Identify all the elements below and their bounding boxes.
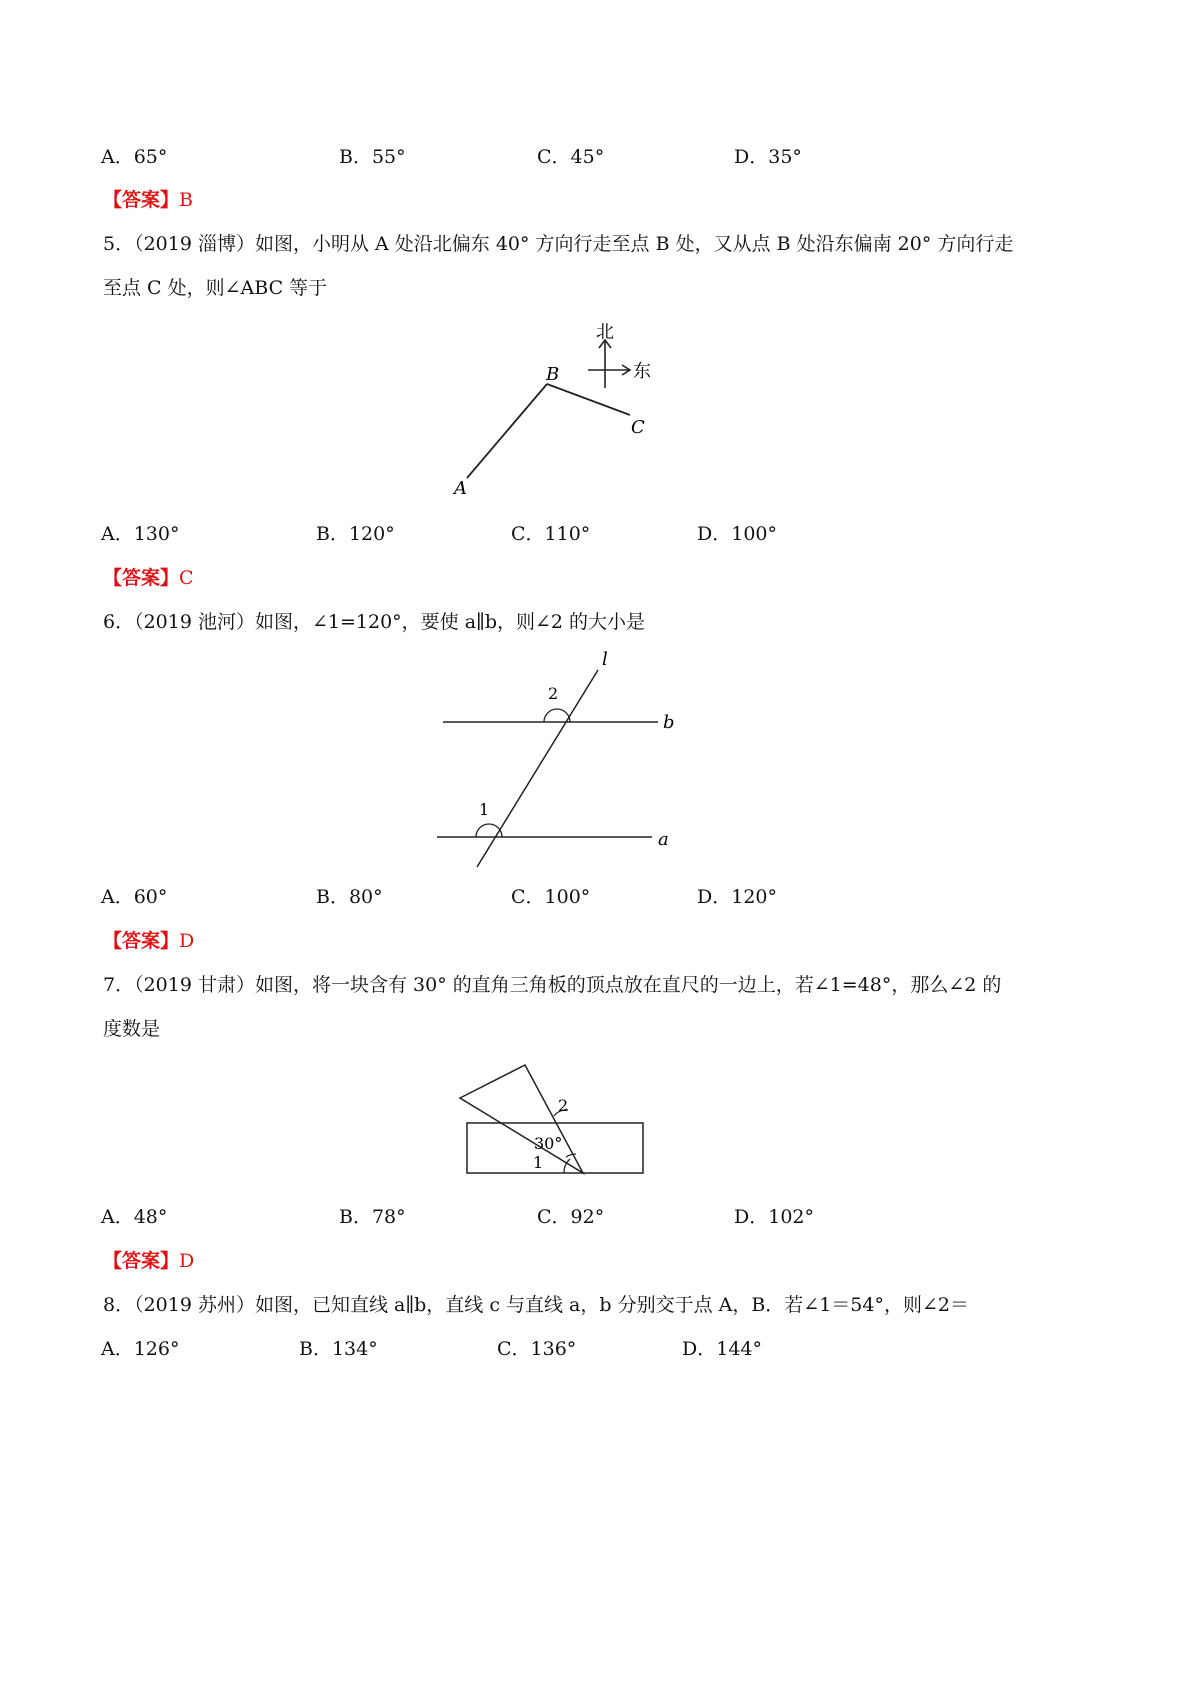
angle-2-label: 2 [548, 684, 559, 703]
q8-text-line1: 8．（2019 苏州）如图，已知直线 a∥b，直线 c 与直线 a，b 分别交于点 A，B．若∠1＝54°，则∠2＝ [103, 1294, 969, 1316]
q6-option-b: B．80° [316, 886, 383, 908]
answer-label: 【答案】 [103, 1250, 180, 1272]
q6-answer [103, 929, 194, 953]
line-b-label: b [663, 712, 675, 733]
q5-answer [103, 566, 194, 590]
segment-BC [547, 384, 630, 415]
q5-text-line1: 5．（2019 淄博）如图，小明从 A 处沿北偏东 40° 方向行走至点 B 处，又从点 B 处沿东偏南 20° 方向行走 [103, 233, 1014, 255]
q7-option-a: A．48° [101, 1206, 168, 1228]
answer-label: 【答案】 [103, 567, 180, 589]
east-label: 东 [633, 361, 651, 382]
point-C-label: C [631, 417, 645, 438]
q6-text-line1: 6．（2019 池河）如图，∠1=120°，要使 a∥b，则∠2 的大小是 [103, 611, 646, 633]
triangle-ruler [460, 1065, 583, 1173]
q4-option-d: D．35° [734, 146, 802, 168]
angle-30-label: 30° [534, 1134, 563, 1153]
q4-option-a: A．65° [101, 146, 168, 168]
line-l-label: l [602, 649, 608, 670]
q7-option-b: B．78° [339, 1206, 406, 1228]
q7-figure [450, 1055, 660, 1185]
q5-option-d: D．100° [697, 523, 777, 545]
q5-text-line2: 至点 C 处，则∠ABC 等于 [103, 277, 328, 299]
q8-option-d: D．144° [682, 1338, 762, 1360]
answer-label: 【答案】 [103, 189, 180, 211]
q6-option-a: A．60° [101, 886, 168, 908]
angle-2-label: 2 [558, 1096, 569, 1115]
q4-option-b: B．55° [339, 146, 406, 168]
point-A-label: A [454, 478, 467, 499]
north-label: 北 [596, 322, 614, 343]
q7-option-d: D．102° [734, 1206, 814, 1228]
answer-label: 【答案】 [103, 930, 180, 952]
q8-option-a: A．126° [101, 1338, 180, 1360]
q8-option-b: B．134° [299, 1338, 378, 1360]
q7-text-line2: 度数是 [103, 1018, 161, 1040]
q8-option-c: C．136° [497, 1338, 577, 1360]
answer-value: B [179, 189, 193, 211]
q6-figure [430, 645, 690, 875]
q6-option-d: D．120° [697, 886, 777, 908]
q7-answer [103, 1249, 194, 1273]
q5-figure [440, 318, 680, 503]
angle-1-label: 1 [479, 800, 490, 819]
q6-option-c: C．100° [511, 886, 591, 908]
q7-option-c: C．92° [537, 1206, 605, 1228]
angle-2-arc [544, 709, 570, 722]
q4-option-c: C．45° [537, 146, 605, 168]
q4-answer [103, 188, 193, 212]
point-B-label: B [546, 364, 560, 385]
angle-1-arc [476, 824, 502, 837]
q5-option-c: C．110° [511, 523, 591, 545]
segment-AB [467, 384, 547, 478]
q5-option-b: B．120° [316, 523, 395, 545]
line-a-label: a [658, 829, 669, 850]
q5-option-a: A．130° [101, 523, 180, 545]
angle-1-label: 1 [533, 1153, 544, 1172]
answer-value: D [179, 930, 195, 952]
answer-value: C [179, 567, 194, 589]
q7-text-line1: 7．（2019 甘肃）如图，将一块含有 30° 的直角三角板的顶点放在直尺的一边上，若∠1=48°，那么∠2 的 [103, 974, 1002, 996]
answer-value: D [179, 1250, 195, 1272]
